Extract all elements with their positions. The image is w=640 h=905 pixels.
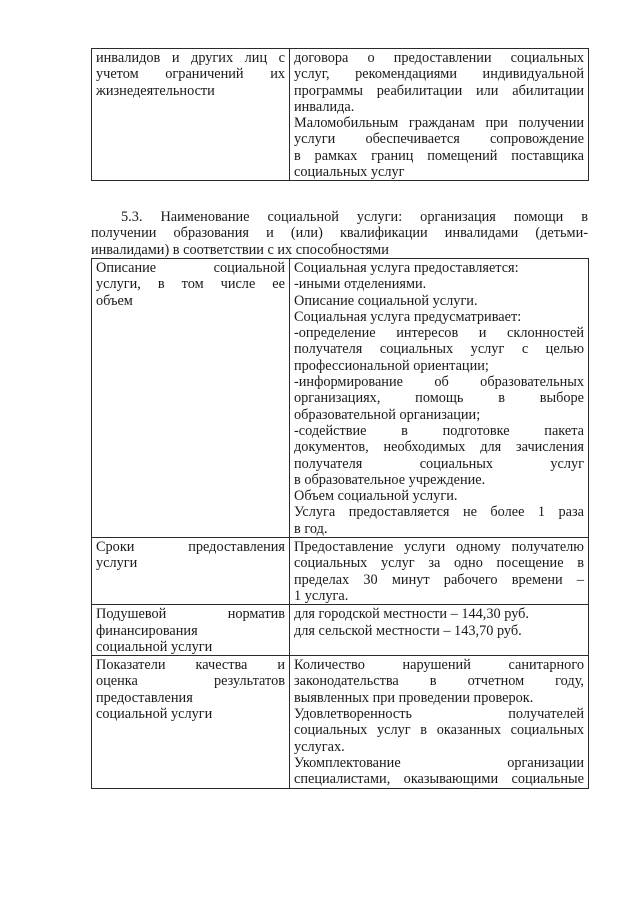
cell-line: социальных услуг за одно посещение в bbox=[294, 555, 584, 572]
table-cell-left bbox=[92, 259, 290, 538]
cell-line: пределах 30 минут рабочего времени – bbox=[294, 571, 584, 588]
table-row bbox=[92, 49, 589, 181]
cell-line: Услуга предоставляется не более 1 раза bbox=[294, 504, 584, 521]
table-cell-left bbox=[92, 605, 290, 656]
table-cell-right bbox=[290, 538, 589, 605]
cell-line: Количество нарушений санитарного bbox=[294, 657, 584, 674]
table-cell-right bbox=[290, 656, 589, 788]
table-cell-right bbox=[290, 605, 589, 656]
cell-line: инвалидов и других лиц с bbox=[96, 50, 285, 66]
table-row bbox=[92, 259, 589, 538]
cell-line: Укомплектование организации bbox=[294, 754, 584, 771]
cell-line: организациях, помощь в выборе bbox=[294, 390, 584, 407]
cell-line: Подушевой норматив bbox=[96, 606, 285, 623]
cell-line: -содействие в подготовке пакета bbox=[294, 422, 584, 439]
cell-line: услуги обеспечивается сопровождение bbox=[294, 131, 584, 148]
heading-line: 5.3. Наименование социальной услуги: организация помощи в bbox=[121, 209, 588, 225]
cell-line: Удовлетворенность получателей bbox=[294, 706, 584, 723]
table-cell-left bbox=[92, 538, 290, 605]
cell-line: жизнедеятельности bbox=[96, 82, 215, 99]
cell-line: услуги, в том числе ее bbox=[96, 276, 285, 293]
cell-line: программы реабилитации или абилитации bbox=[294, 82, 584, 99]
cell-line: социальных услуг bbox=[294, 164, 405, 181]
table-top bbox=[91, 48, 589, 181]
cell-line: Социальная услуга предусматривает: bbox=[294, 308, 522, 325]
table-cell-right bbox=[290, 259, 589, 538]
table-row bbox=[92, 605, 589, 656]
cell-line: инвалида. bbox=[294, 98, 355, 115]
cell-line: для сельской местности – 143,70 руб. bbox=[294, 622, 522, 639]
cell-line: профессиональной ориентации; bbox=[294, 357, 489, 374]
cell-line: получателя социальных услуг bbox=[294, 455, 584, 472]
cell-line: услугах. bbox=[294, 738, 345, 755]
table-cell-right bbox=[290, 49, 589, 181]
cell-line: Социальная услуга предоставляется: bbox=[294, 260, 519, 276]
cell-line: услуг, рекомендациями индивидуальной bbox=[294, 66, 584, 83]
cell-line: финансирования bbox=[96, 622, 198, 639]
table-main bbox=[91, 258, 589, 789]
cell-line: услуги bbox=[96, 555, 138, 572]
cell-line: Сроки предоставления bbox=[96, 539, 285, 556]
cell-line: Объем социальной услуги. bbox=[294, 488, 458, 505]
cell-line: образовательной организации; bbox=[294, 406, 481, 423]
table-row bbox=[92, 538, 589, 605]
table-row bbox=[92, 656, 589, 788]
cell-line: документов, необходимых для зачисления bbox=[294, 439, 584, 456]
cell-line: в рамках границ помещений поставщика bbox=[294, 147, 584, 164]
section-heading bbox=[91, 209, 588, 258]
cell-line: получателя социальных услуг с целью bbox=[294, 341, 584, 358]
cell-line: для городской местности – 144,30 руб. bbox=[294, 606, 530, 623]
cell-line: Описание социальной bbox=[96, 260, 285, 276]
heading-line: получении образования и (или) квалификации инвалидами (детьми- bbox=[91, 225, 588, 242]
cell-line: -определение интересов и склонностей bbox=[294, 325, 584, 342]
cell-line: Маломобильным гражданам при получении bbox=[294, 115, 584, 132]
cell-line: законодательства в отчетном году, bbox=[294, 673, 584, 690]
cell-line: -иными отделениями. bbox=[294, 276, 427, 293]
cell-line: 1 услуга. bbox=[294, 587, 349, 604]
cell-line: социальной услуги bbox=[96, 706, 213, 723]
cell-line: предоставления bbox=[96, 689, 193, 706]
cell-line: Показатели качества и bbox=[96, 657, 285, 674]
cell-line: Предоставление услуги одному получателю bbox=[294, 539, 584, 556]
cell-line: -информирование об образовательных bbox=[294, 374, 584, 391]
table-cell-left bbox=[92, 656, 290, 788]
cell-line: специалистами, оказывающими социальные bbox=[294, 771, 584, 788]
cell-line: Описание социальной услуги. bbox=[294, 292, 478, 309]
cell-line: выявленных при проведении проверок. bbox=[294, 689, 534, 706]
cell-line: в образовательное учреждение. bbox=[294, 471, 486, 488]
cell-line: объем bbox=[96, 292, 133, 309]
cell-line: учетом ограничений их bbox=[96, 66, 285, 83]
cell-line: оценка результатов bbox=[96, 673, 285, 690]
cell-line: в год. bbox=[294, 520, 328, 537]
heading-line: инвалидами) в соответствии с их способностями bbox=[91, 241, 389, 258]
cell-line: договора о предоставлении социальных bbox=[294, 50, 584, 66]
cell-line: социальных услуг в оказанных социальных bbox=[294, 722, 584, 739]
table-cell-left bbox=[92, 49, 290, 181]
cell-line: социальной услуги bbox=[96, 638, 213, 655]
